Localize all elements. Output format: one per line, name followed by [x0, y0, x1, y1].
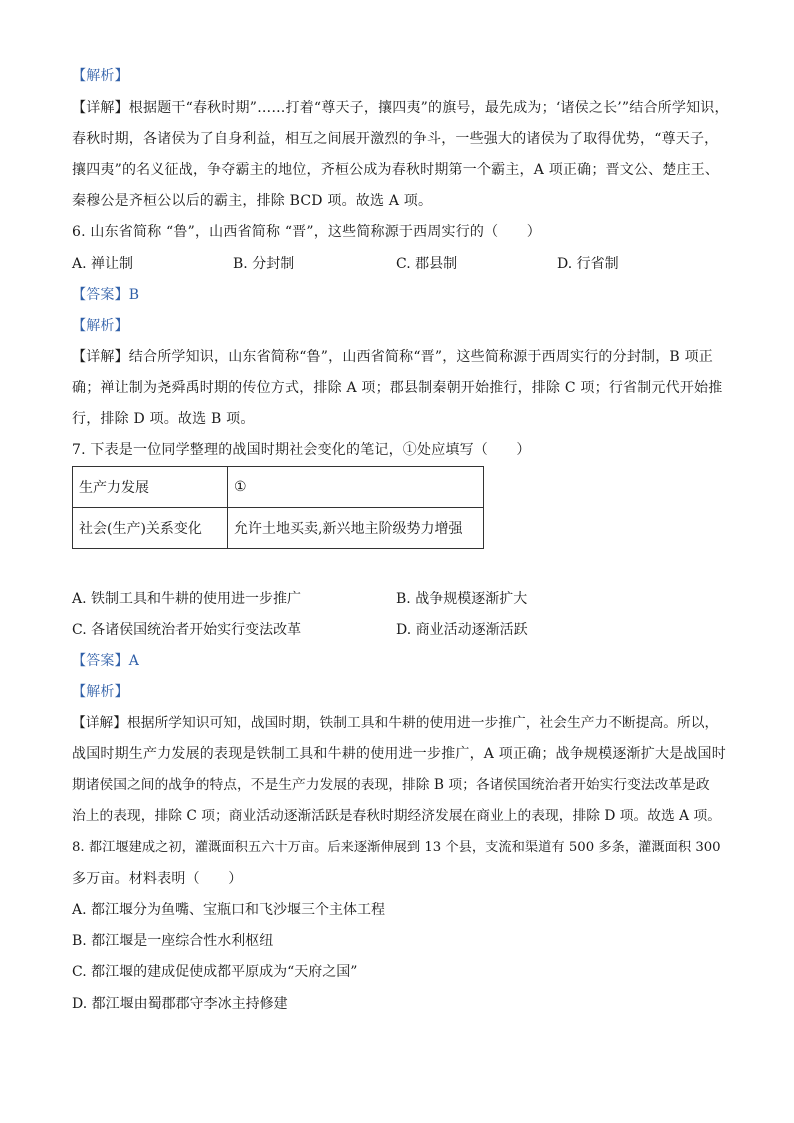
- q7-explanation-line-4: 治上的表现，排除 C 项；商业活动逐渐活跃是春秋时期经济发展在商业上的表现，排除 D 项。故选 A 项。: [72, 808, 721, 824]
- q8-option-a: A. 都江堰分为鱼嘴、宝瓶口和飞沙堰三个主体工程: [72, 902, 386, 918]
- q6-option-a: A. 禅让制: [72, 256, 134, 272]
- q7-option-d: D. 商业活动逐渐活跃: [396, 622, 528, 638]
- table-row: [73, 467, 484, 508]
- q7-explanation-line-3: 期诸侯国之间的战争的特点，不是生产力发展的表现，排除 B 项；各诸侯国统治者开始实行变法改革是政: [72, 777, 710, 793]
- q6-option-d: D. 行省制: [557, 256, 619, 272]
- question-6: 6. 山东省简称 “鲁”，山西省简称 “晋”，这些简称源于西周实行的（ ）: [72, 224, 541, 240]
- q8-option-c: C. 都江堰的建成促使成都平原成为“天府之国”: [72, 964, 358, 980]
- table-cell: 生产力发展: [73, 467, 228, 508]
- question-7: 7. 下表是一位同学整理的战国时期社会变化的笔记，①处应填写（ ）: [72, 442, 531, 458]
- q7-option-a: A. 铁制工具和牛耕的使用进一步推广: [72, 591, 302, 607]
- q7-answer: 【答案】A: [72, 653, 140, 669]
- q7-analysis-heading: 【解析】: [72, 684, 129, 700]
- q6-option-c: C. 郡县制: [396, 256, 458, 272]
- table-cell: 允许土地买卖,新兴地主阶级势力增强: [228, 508, 484, 549]
- q6-option-b: B. 分封制: [233, 256, 295, 272]
- q5-explanation-line-2: 春秋时期，各诸侯为了自身利益，相互之间展开激烈的争斗，一些强大的诸侯为了取得优势，“尊天子，: [72, 131, 719, 147]
- q8-option-d: D. 都江堰由蜀郡郡守李冰主持修建: [72, 996, 288, 1012]
- table-cell: 社会(生产)关系变化: [73, 508, 228, 549]
- q7-explanation-line-1: 【详解】根据所学知识可知，战国时期，铁制工具和牛耕的使用进一步推广，社会生产力不断提高。所以，: [72, 715, 719, 731]
- analysis-heading: 【解析】: [72, 68, 129, 84]
- q6-explanation-line-2: 确；禅让制为尧舜禹时期的传位方式，排除 A 项；郡县制秦朝开始推行，排除 C 项；行省制元代开始推: [72, 380, 723, 396]
- table-cell: ①: [228, 467, 484, 508]
- q6-analysis-heading: 【解析】: [72, 318, 129, 334]
- q6-explanation-line-1: 【详解】结合所学知识，山东省简称“鲁”，山西省简称“晋”，这些简称源于西周实行的分封制，B 项正: [72, 349, 713, 365]
- q7-explanation-line-2: 战国时期生产力发展的表现是铁制工具和牛耕的使用进一步推广，A 项正确；战争规模逐渐扩大是战国时: [72, 746, 726, 762]
- q5-explanation-line-3: 攘四夷”的名义征战，争夺霸主的地位，齐桓公成为春秋时期第一个霸主，A 项正确；晋文公、楚庄王、: [72, 162, 720, 178]
- q5-explanation-line-4: 秦穆公是齐桓公以后的霸主，排除 BCD 项。故选 A 项。: [72, 193, 433, 209]
- q7-option-c: C. 各诸侯国统治者开始实行变法改革: [72, 622, 302, 638]
- question-8-line-1: 8. 都江堰建成之初，灌溉面积五六十万亩。后来逐渐伸展到 13 个县，支流和渠道有 500 多条，灌溉面积 300: [72, 840, 721, 855]
- q7-notes-table: [72, 466, 484, 549]
- q7-option-b: B. 战争规模逐渐扩大: [396, 591, 528, 607]
- q5-explanation-line-1: 【详解】根据题干“春秋时期”……打着“尊天子，攘四夷”的旗号，最先成为；‘诸侯之长’”结合所学知识，: [72, 100, 729, 116]
- table-row: [73, 508, 484, 549]
- question-8-line-2: 多万亩。材料表明（ ）: [72, 871, 243, 887]
- q6-explanation-line-3: 行，排除 D 项。故选 B 项。: [72, 411, 255, 427]
- q8-option-b: B. 都江堰是一座综合性水利枢纽: [72, 933, 274, 949]
- q6-answer: 【答案】B: [72, 287, 140, 303]
